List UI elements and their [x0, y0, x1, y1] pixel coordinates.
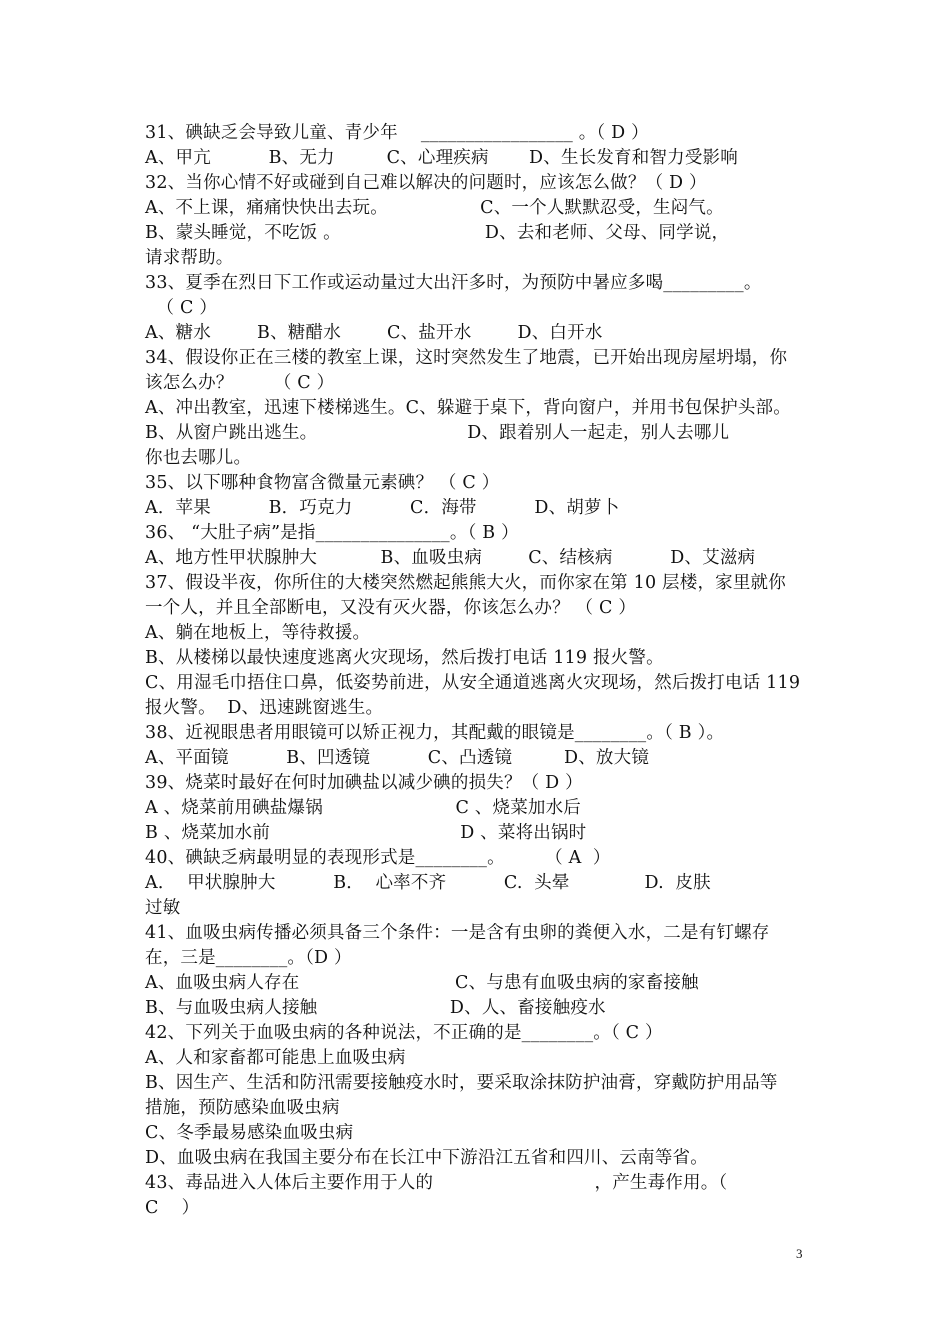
- text-line: 37、假设半夜，你所住的大楼突然燃起熊熊大火，而你家在第 10 层楼，家里就你: [145, 573, 786, 593]
- text-line: A． 甲状腺肿大 B． 心率不齐 C. 头晕 D. 皮肤: [145, 873, 711, 893]
- text-line: 39、烧菜时最好在何时加碘盐以减少碘的损失？（ D ）: [145, 773, 583, 793]
- text-line: A、人和家畜都可能患上血吸虫病: [145, 1048, 406, 1068]
- text-line: 36、 “大肚子病”是指_______________。（ B ）: [145, 523, 519, 543]
- text-line: 措施，预防感染血吸虫病: [145, 1098, 340, 1118]
- text-line: 你也去哪儿。: [145, 448, 252, 468]
- text-line: B 、烧菜加水前 D 、菜将出锅时: [145, 823, 587, 843]
- text-line: 43、毒品进入人体后主要作用于人的 ，产生毒作用。（: [145, 1173, 728, 1193]
- text-line: 31、碘缺乏会导致儿童、青少年 _________________ 。（ D ）: [145, 123, 649, 143]
- text-line: 40、碘缺乏病最明显的表现形式是________。 （ A ）: [145, 848, 611, 868]
- text-line: A、冲出教室，迅速下楼梯逃生。C、躲避于桌下，背向窗户，并用书包保护头部。: [145, 398, 791, 418]
- text-line: 38、近视眼患者用眼镜可以矫正视力，其配戴的眼镜是________。（ B ）。: [145, 723, 725, 743]
- text-line: 32、当你心情不好或碰到自己难以解决的问题时，应该怎么做？（ D ）: [145, 173, 707, 193]
- text-line: 一个人，并且全部断电，又没有灭火器，你该怎么办？ （ C ）: [145, 598, 637, 618]
- text-line: C、用湿毛巾捂住口鼻，低姿势前进，从安全通道逃离火灾现场，然后拨打电话 119: [145, 673, 801, 693]
- text-line: A、躺在地板上，等待救援。: [145, 623, 371, 643]
- page-number: 3: [796, 1246, 803, 1261]
- text-line: 在，三是________。（D ）: [145, 948, 352, 968]
- text-line: 41、血吸虫病传播必须具备三个条件：一是含有虫卵的粪便入水，二是有钉螺存: [145, 923, 770, 943]
- text-line: B、蒙头睡觉，不吃饭 。 D、去和老师、父母、同学说，: [145, 223, 730, 243]
- text-line: A、甲亢 B、无力 C、心理疾病 D、生长发育和智力受影响: [145, 148, 738, 168]
- text-line: A、平面镜 B、凹透镜 C、凸透镜 D、放大镜: [145, 748, 650, 768]
- text-line: 35、以下哪种食物富含微量元素碘？ （ C ）: [145, 473, 500, 493]
- text-line: A、地方性甲状腺肿大 B、血吸虫病 C、结核病 D、艾滋病: [145, 548, 756, 568]
- text-line: C、冬季最易感染血吸虫病: [145, 1123, 354, 1143]
- text-line: 34、假设你正在三楼的教室上课，这时突然发生了地震，已开始出现房屋坍塌，你: [145, 348, 788, 368]
- text-line: （ C ）: [145, 298, 218, 318]
- text-line: B、从楼梯以最快速度逃离火灾现场，然后拨打电话 119 报火警。: [145, 648, 664, 668]
- question-list: [145, 121, 810, 1221]
- text-line: B、因生产、生活和防汛需要接触疫水时，要采取涂抹防护油膏，穿戴防护用品等: [145, 1073, 778, 1093]
- text-line: C ）: [145, 1198, 200, 1218]
- text-line: B、与血吸虫病人接触 D、人、畜接触疫水: [145, 998, 606, 1018]
- text-line: A、不上课，痛痛快快出去玩。 C、一个人默默忍受，生闷气。: [145, 198, 724, 218]
- text-line: A．苹果 B．巧克力 C．海带 D、胡萝卜: [145, 498, 620, 518]
- text-line: 过敏: [145, 898, 181, 918]
- text-line: 报火警。 D、迅速跳窗逃生。: [145, 698, 384, 718]
- text-line: D、血吸虫病在我国主要分布在长江中下游沿江五省和四川、云南等省。: [145, 1148, 708, 1168]
- text-line: A 、烧菜前用碘盐爆锅 C 、烧菜加水后: [145, 798, 581, 818]
- text-line: A、糖水 B、糖醋水 C、盐开水 D、白开水: [145, 323, 603, 343]
- text-line: B、从窗户跳出逃生。 D、跟着别人一起走，别人去哪儿: [145, 423, 730, 443]
- text-line: 请求帮助。: [145, 248, 234, 268]
- text-line: 42、下列关于血吸虫病的各种说法，不正确的是________。（ C ）: [145, 1023, 663, 1043]
- text-line: A、血吸虫病人存在 C、与患有血吸虫病的家畜接触: [145, 973, 699, 993]
- text-line: 33、夏季在烈日下工作或运动量过大出汗多时，为预防中暑应多喝_________。: [145, 273, 762, 293]
- text-line: 该怎么办？ （ C ）: [145, 373, 335, 393]
